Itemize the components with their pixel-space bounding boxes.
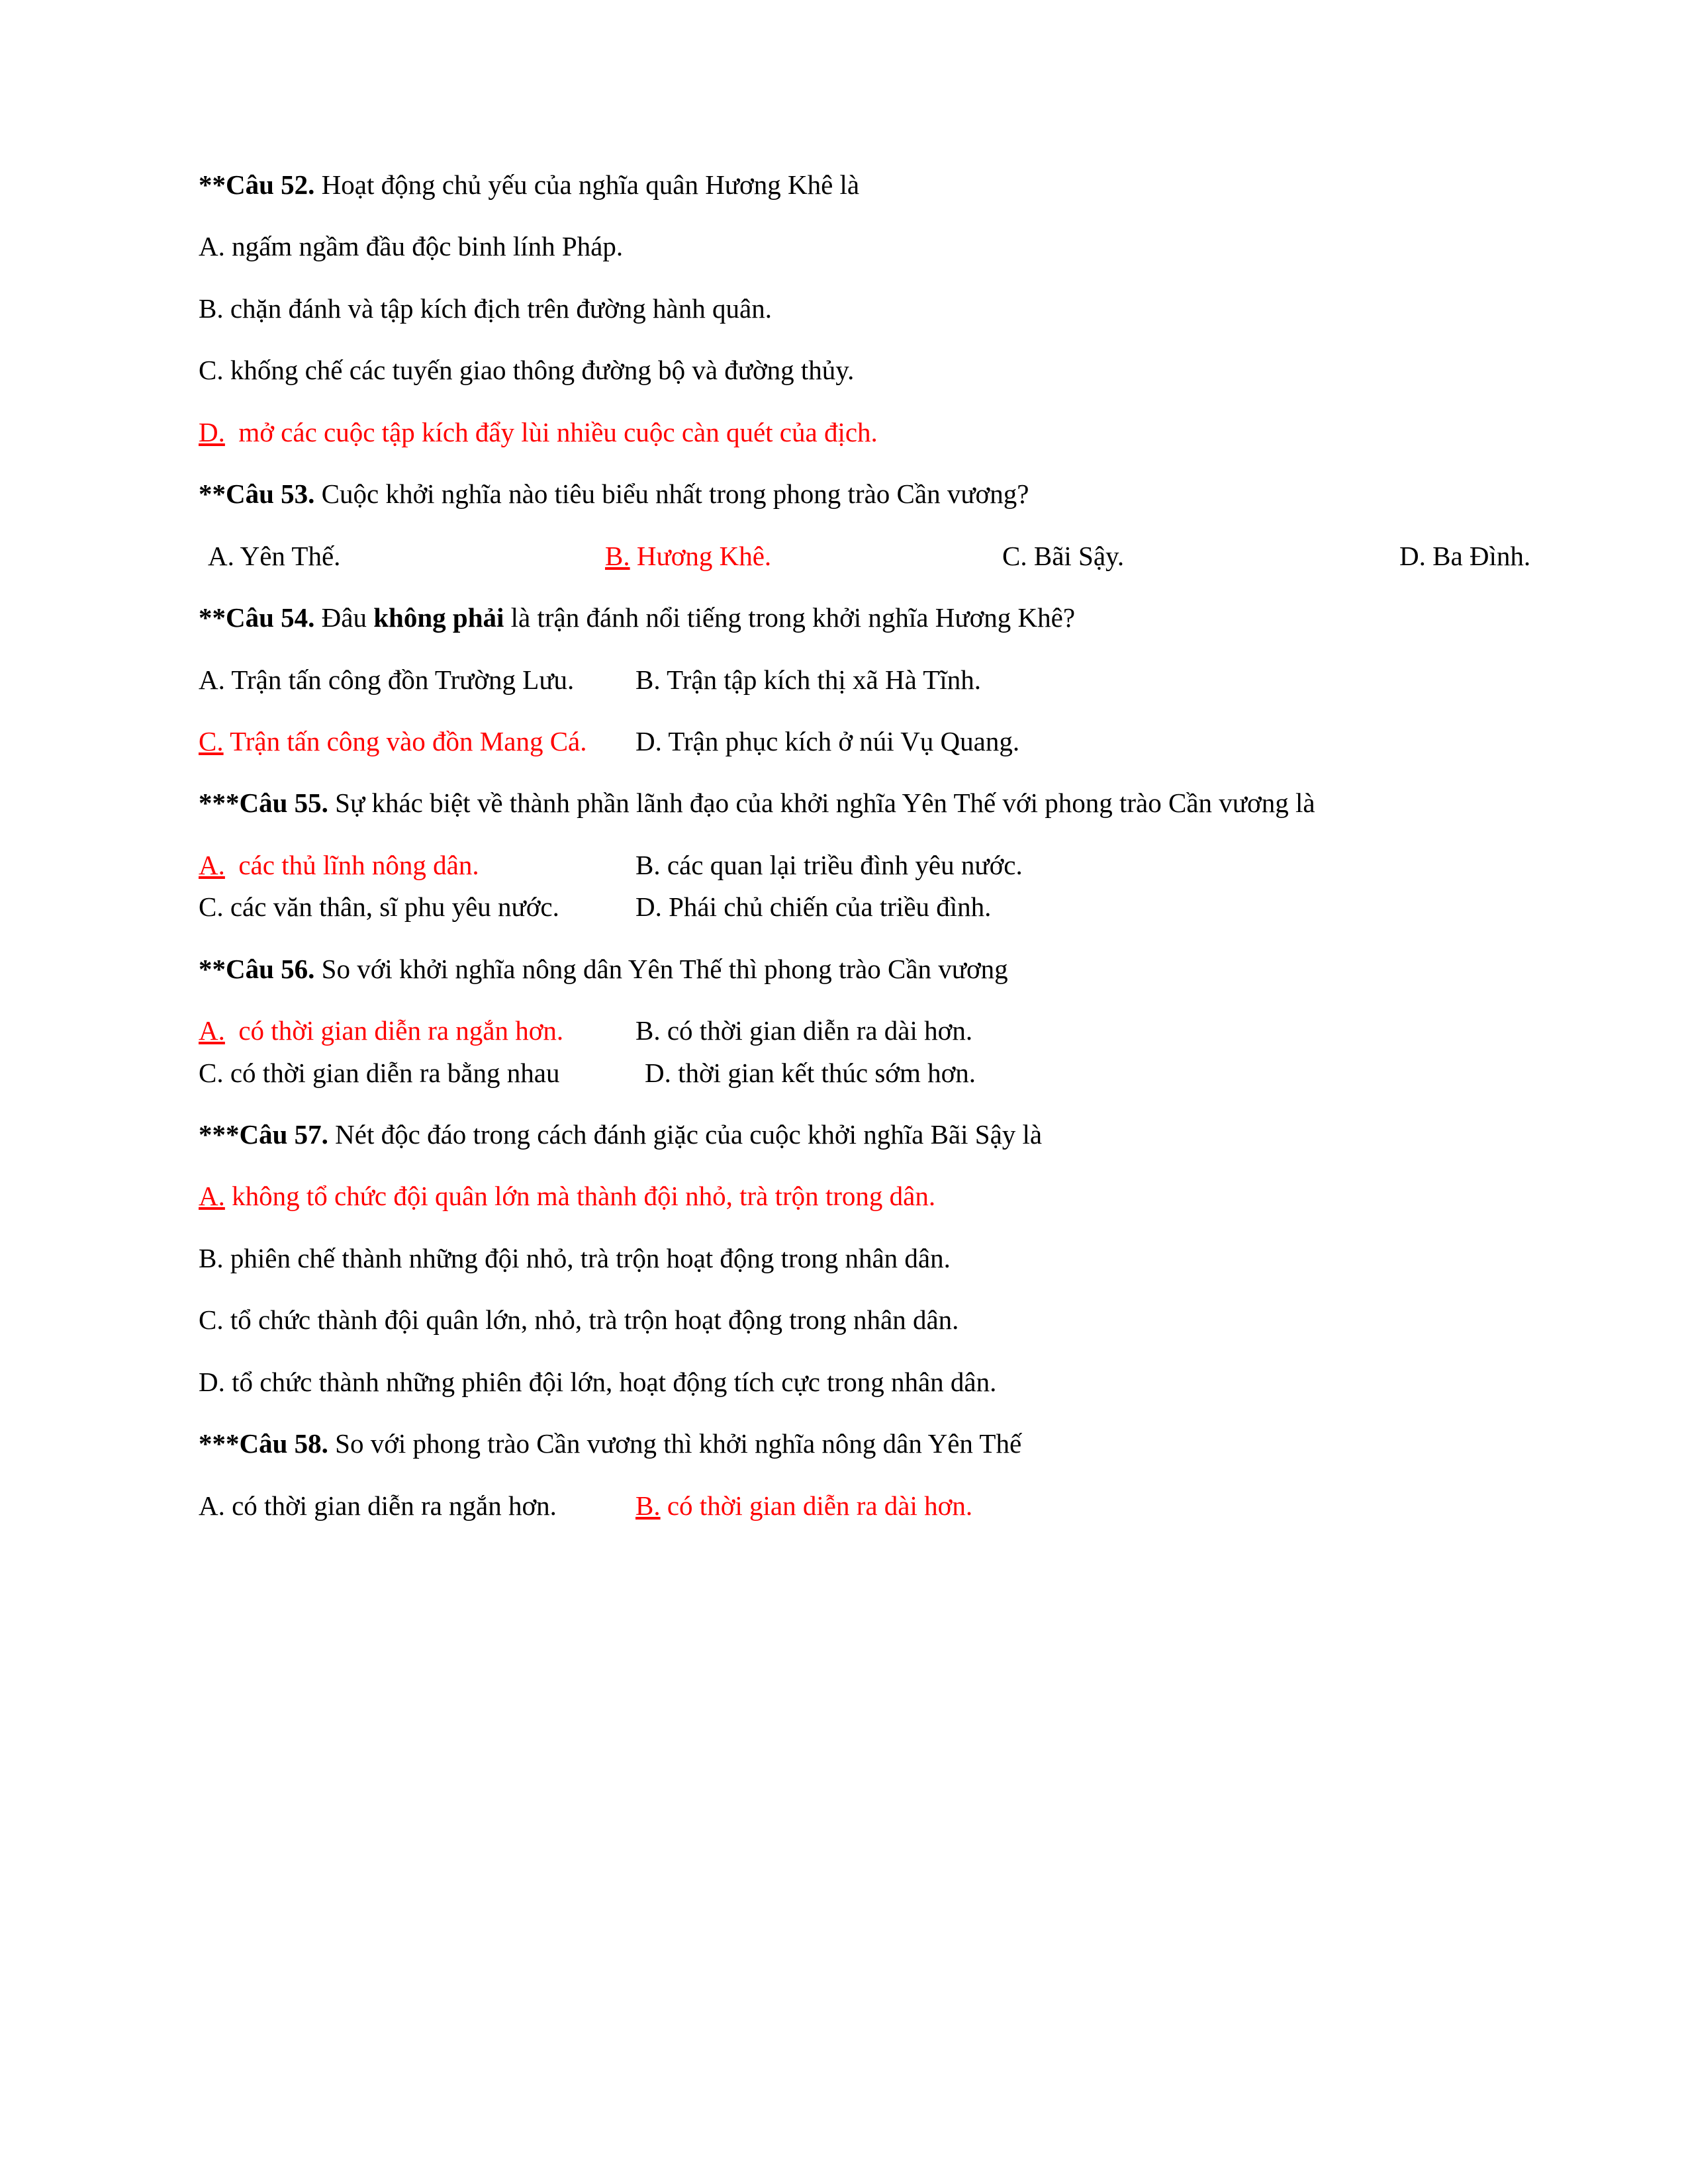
option-label: D. (199, 416, 225, 447)
option-label: D. (1399, 540, 1426, 571)
option-text: có thời gian diễn ra dài hơn. (660, 1015, 973, 1046)
option-a-55-correct[interactable] (199, 846, 635, 885)
options-row-53 (199, 537, 1531, 576)
option-text: Ba Đình. (1425, 540, 1531, 571)
option-d-54[interactable] (635, 726, 1019, 756)
option-b-53-correct[interactable] (605, 537, 1002, 576)
option-b-58-correct[interactable] (635, 1490, 972, 1521)
option-a-57-correct[interactable] (199, 1177, 1489, 1216)
option-label: B. (635, 664, 661, 695)
option-text: khống chế các tuyến giao thông đường bộ và đường thủy. (223, 355, 855, 386)
option-label: A. (199, 1015, 225, 1046)
option-text: tổ chức thành những phiên đội lớn, hoạt động tích cực trong nhân dân. (224, 1366, 997, 1397)
option-text: mở các cuộc tập kích đẩy lùi nhiều cuộc càn quét của địch. (224, 416, 878, 447)
question-block-57 (199, 1115, 1489, 1402)
question-stars: ** (199, 602, 226, 633)
option-label: C. (199, 891, 224, 923)
question-heading-54 (199, 598, 1489, 637)
option-a-58[interactable] (199, 1486, 635, 1525)
option-label: B. (199, 293, 224, 324)
option-label: D. (635, 891, 662, 923)
option-label: A. (199, 1490, 225, 1521)
options-row-58 (199, 1486, 1489, 1525)
option-label: A. (199, 849, 225, 880)
question-block-52 (199, 165, 1489, 452)
option-text: có thời gian diễn ra dài hơn. (660, 1490, 973, 1521)
question-number: Câu 56. (226, 953, 315, 984)
question-heading-57 (199, 1115, 1489, 1154)
option-label: C. (199, 355, 224, 386)
question-block-58 (199, 1424, 1489, 1525)
option-b-56[interactable] (635, 1015, 972, 1046)
option-d-55[interactable] (635, 891, 991, 922)
option-c-54-correct[interactable] (199, 722, 635, 761)
question-heading-55 (199, 784, 1489, 823)
option-label: A. (208, 540, 234, 571)
option-label: C. (199, 725, 224, 756)
options-row-56-cd (199, 1054, 1489, 1093)
question-prompt-emphasis: không phải (373, 602, 504, 633)
question-number: Câu 54. (226, 602, 315, 633)
question-number: Câu 58. (239, 1428, 328, 1459)
question-prompt: Nét độc đáo trong cách đánh giặc của cuộc khởi nghĩa Bãi Sậy là (328, 1119, 1043, 1150)
option-text: phiên chế thành những đội nhỏ, trà trộn hoạt động trong nhân dân. (223, 1242, 951, 1273)
question-prompt-post: là trận đánh nổi tiếng trong khởi nghĩa Hương Khê? (504, 602, 1076, 633)
question-number: Câu 55. (239, 788, 328, 819)
option-text: không tổ chức đội quân lớn mà thành đội nhỏ, trà trộn trong dân. (224, 1181, 936, 1212)
question-block-53 (199, 475, 1531, 576)
question-block-55 (199, 784, 1489, 927)
option-label: A. (199, 231, 225, 262)
question-prompt: So với khởi nghĩa nông dân Yên Thế thì phong trào Cần vương (314, 953, 1008, 984)
question-stars: *** (199, 788, 240, 819)
question-heading-58 (199, 1424, 1489, 1463)
option-c-56[interactable] (199, 1054, 635, 1093)
question-stars: ** (199, 169, 226, 200)
option-text: Hương Khê. (630, 540, 772, 571)
option-text: Trận tập kích thị xã Hà Tĩnh. (660, 664, 981, 695)
option-b-52[interactable] (199, 289, 1489, 328)
question-number: Câu 57. (239, 1119, 328, 1150)
option-text: Yên Thế. (234, 540, 341, 571)
option-d-53[interactable] (1399, 541, 1530, 571)
option-label: A. (199, 1181, 225, 1212)
option-label: D. (635, 725, 662, 756)
option-b-57[interactable] (199, 1239, 1489, 1278)
options-row-54-cd (199, 722, 1489, 761)
option-a-52[interactable] (199, 227, 1489, 266)
question-heading-53 (199, 475, 1489, 514)
options-row-56-ab (199, 1011, 1489, 1050)
option-text: Phái chủ chiến của triều đình. (661, 891, 992, 923)
option-text: chặn đánh và tập kích địch trên đường hành quân. (223, 293, 772, 324)
question-stars: ** (199, 953, 226, 984)
option-b-54[interactable] (635, 664, 981, 695)
option-label: D. (645, 1057, 671, 1088)
option-text: có thời gian diễn ra bằng nhau (223, 1057, 560, 1088)
option-label: C. (199, 1057, 224, 1088)
question-stars: *** (199, 1119, 240, 1150)
question-stars: ** (199, 478, 226, 510)
question-number: Câu 52. (226, 169, 315, 200)
option-label: B. (635, 1490, 661, 1521)
question-prompt-pre: Đâu (314, 602, 374, 633)
options-row-54-ab (199, 660, 1489, 700)
option-text: Trận phục kích ở núi Vụ Quang. (661, 725, 1020, 756)
option-d-56[interactable] (645, 1058, 976, 1088)
question-block-54 (199, 598, 1489, 761)
question-prompt: Hoạt động chủ yếu của nghĩa quân Hương Khê là (314, 169, 860, 200)
option-c-55[interactable] (199, 887, 635, 927)
question-heading-56 (199, 950, 1489, 989)
option-text: có thời gian diễn ra ngắn hơn. (224, 1490, 557, 1521)
option-text: Trận tấn công đồn Trường Lưu. (224, 664, 575, 695)
option-label: C. (199, 1304, 224, 1336)
option-d-57[interactable] (199, 1363, 1489, 1402)
question-stars: *** (199, 1428, 240, 1459)
option-text: Bãi Sậy. (1027, 540, 1125, 571)
option-d-52-correct[interactable] (199, 413, 1489, 452)
option-label: B. (635, 849, 661, 880)
options-row-55-cd (199, 887, 1489, 927)
option-label: B. (605, 540, 630, 571)
option-a-53[interactable] (208, 537, 605, 576)
option-text: tổ chức thành đội quân lớn, nhỏ, trà trộn hoạt động trong nhân dân. (223, 1304, 959, 1336)
option-a-54[interactable] (199, 660, 635, 700)
question-block-56 (199, 950, 1489, 1093)
option-label: D. (199, 1366, 225, 1397)
option-c-57[interactable] (199, 1300, 1489, 1340)
option-c-52[interactable] (199, 351, 1489, 390)
question-heading-52 (199, 165, 1489, 205)
option-b-55[interactable] (635, 850, 1023, 880)
question-prompt: So với phong trào Cần vương thì khởi nghĩa nông dân Yên Thế (328, 1428, 1022, 1459)
option-label: B. (635, 1015, 661, 1046)
option-text: các thủ lĩnh nông dân. (224, 849, 479, 880)
question-prompt: Sự khác biệt về thành phần lãnh đạo của khởi nghĩa Yên Thế với phong trào Cần vương là (328, 788, 1315, 819)
option-label: C. (1002, 540, 1027, 571)
option-text: các văn thân, sĩ phu yêu nước. (223, 891, 559, 923)
option-text: Trận tấn công vào đồn Mang Cá. (223, 725, 587, 756)
option-text: ngấm ngầm đầu độc binh lính Pháp. (224, 231, 624, 262)
option-text: các quan lại triều đình yêu nước. (660, 849, 1023, 880)
option-label: B. (199, 1242, 224, 1273)
question-number: Câu 53. (226, 478, 315, 510)
option-label: A. (199, 664, 225, 695)
options-row-55-ab (199, 846, 1489, 885)
option-a-56-correct[interactable] (199, 1011, 635, 1050)
option-text: có thời gian diễn ra ngắn hơn. (224, 1015, 564, 1046)
option-c-53[interactable] (1002, 537, 1399, 576)
question-prompt: Cuộc khởi nghĩa nào tiêu biểu nhất trong phong trào Cần vương? (314, 478, 1029, 510)
option-text: thời gian kết thúc sớm hơn. (671, 1057, 976, 1088)
